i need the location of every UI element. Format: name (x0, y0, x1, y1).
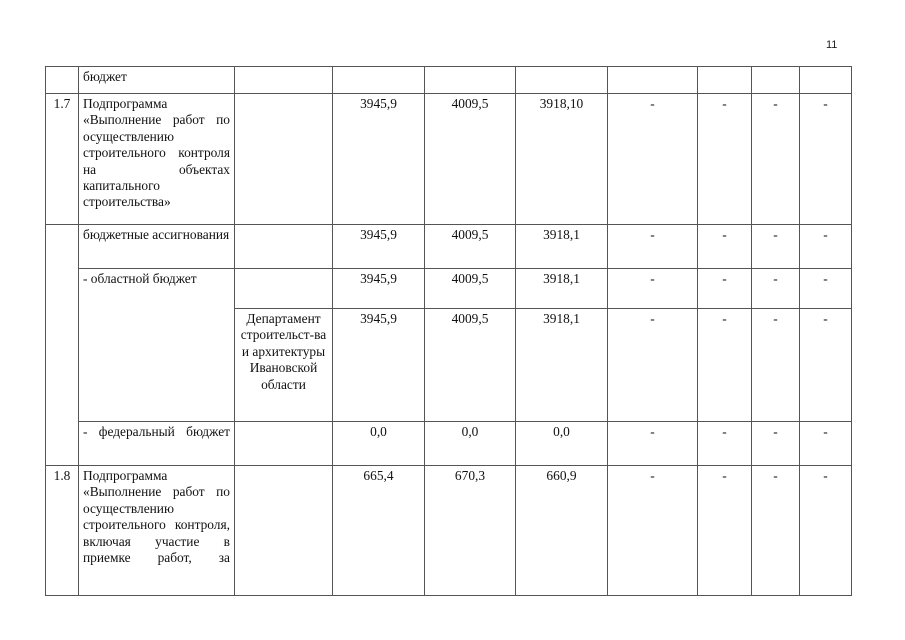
program-name-cell: - областной бюджет (79, 269, 235, 422)
dash-cell: - (698, 309, 752, 422)
row-number-cell (46, 67, 79, 94)
value-cell (752, 67, 800, 94)
table-row (46, 67, 852, 94)
value-cell (425, 67, 516, 94)
program-name-cell: Подпрограмма «Выполнение работ по осуществлению строительного контроля, включая участие в приемке работ, за (79, 466, 235, 596)
dash-cell: - (608, 422, 698, 466)
value-cell-2021: 660,9 (516, 466, 608, 596)
executor-cell (235, 67, 333, 94)
row-number-cell: 1.8 (46, 466, 79, 596)
value-cell-2021: 0,0 (516, 422, 608, 466)
dash-cell: - (698, 422, 752, 466)
page-number: 11 (826, 39, 838, 51)
dash-cell: - (608, 309, 698, 422)
value-cell-2020: 0,0 (425, 422, 516, 466)
table-row (46, 466, 852, 596)
value-cell (800, 67, 852, 94)
dash-cell: - (800, 269, 852, 309)
value-cell (608, 67, 698, 94)
executor-cell (235, 225, 333, 269)
executor-cell (235, 422, 333, 466)
value-cell-2020: 670,3 (425, 466, 516, 596)
dash-cell: - (698, 94, 752, 225)
program-name-cell: бюджет (79, 67, 235, 94)
dash-cell: - (800, 225, 852, 269)
dash-cell: - (608, 269, 698, 309)
budget-table (45, 66, 852, 596)
dash-cell: - (800, 94, 852, 225)
dash-cell: - (800, 466, 852, 596)
row-number-cell: 1.7 (46, 94, 79, 225)
dash-cell: - (608, 466, 698, 596)
value-cell-2021: 3918,1 (516, 269, 608, 309)
table-row (46, 94, 852, 225)
value-cell-2020: 4009,5 (425, 269, 516, 309)
dash-cell: - (800, 422, 852, 466)
program-name-cell: - федеральный бюджет (79, 422, 235, 466)
dash-cell: - (800, 309, 852, 422)
executor-cell: Департамент строительст-ва и архитектуры Ивановской области (235, 309, 333, 422)
dash-cell: - (752, 225, 800, 269)
value-cell-2021: 3918,1 (516, 225, 608, 269)
value-cell (333, 67, 425, 94)
executor-cell (235, 269, 333, 309)
executor-cell (235, 94, 333, 225)
dash-cell: - (608, 225, 698, 269)
dash-cell: - (698, 466, 752, 596)
program-name-cell: бюджетные ассигнования (79, 225, 235, 269)
dash-cell: - (698, 225, 752, 269)
value-cell (698, 67, 752, 94)
dash-cell: - (752, 309, 800, 422)
value-cell-2019: 3945,9 (333, 225, 425, 269)
value-cell-2020: 4009,5 (425, 94, 516, 225)
table-row (46, 269, 852, 309)
value-cell-2021: 3918,1 (516, 309, 608, 422)
row-number-cell (46, 225, 79, 466)
dash-cell: - (752, 269, 800, 309)
dash-cell: - (608, 94, 698, 225)
dash-cell: - (698, 269, 752, 309)
value-cell-2019: 0,0 (333, 422, 425, 466)
value-cell (516, 67, 608, 94)
value-cell-2021: 3918,10 (516, 94, 608, 225)
table-row (46, 225, 852, 269)
value-cell-2019: 3945,9 (333, 269, 425, 309)
table-row (46, 422, 852, 466)
value-cell-2020: 4009,5 (425, 225, 516, 269)
value-cell-2019: 665,4 (333, 466, 425, 596)
value-cell-2019: 3945,9 (333, 309, 425, 422)
program-name-cell: Подпрограмма «Выполнение работ по осуществлению строительного контроля на объектах капитального строительства» (79, 94, 235, 225)
value-cell-2019: 3945,9 (333, 94, 425, 225)
executor-cell (235, 466, 333, 596)
dash-cell: - (752, 94, 800, 225)
value-cell-2020: 4009,5 (425, 309, 516, 422)
dash-cell: - (752, 422, 800, 466)
dash-cell: - (752, 466, 800, 596)
